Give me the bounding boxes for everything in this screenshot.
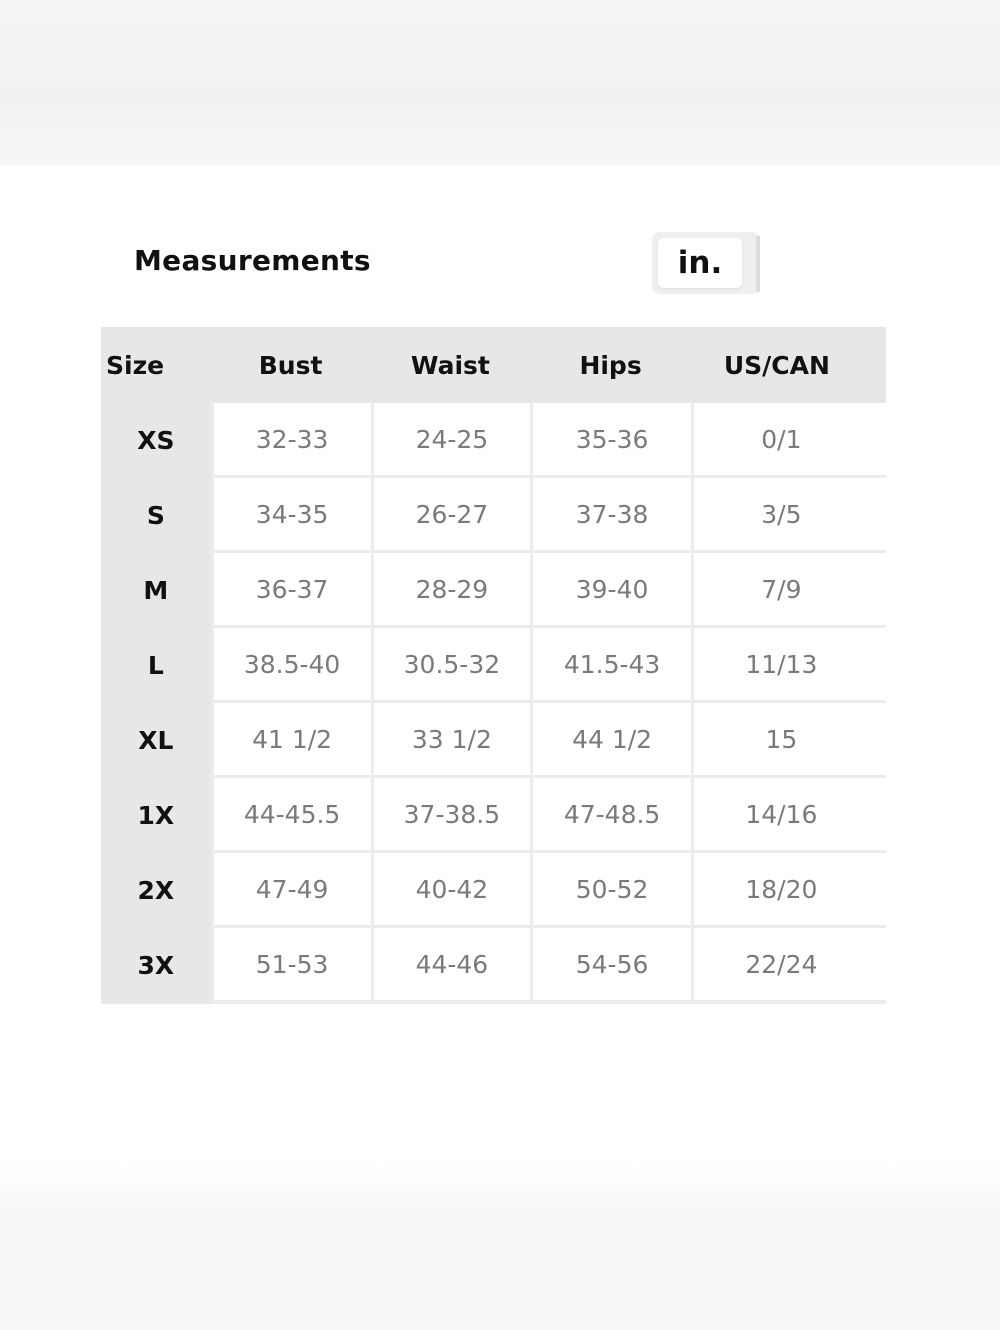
bottom-blur-backdrop [0,1160,1000,1330]
us-can-value: 15 [691,703,886,778]
hips-value: 37-38 [530,478,691,553]
bust-value: 34-35 [211,478,371,553]
waist-value: 30.5-32 [371,628,531,703]
waist-value: 40-42 [371,853,531,928]
us-can-value: 14/16 [691,778,886,853]
bust-value: 44-45.5 [211,778,371,853]
hips-value: 35-36 [530,403,691,478]
table-row [101,478,886,553]
column-header-bust: Bust [211,327,371,403]
bust-value: 41 1/2 [211,703,371,778]
waist-value: 33 1/2 [371,703,531,778]
row-size-label: 1X [101,778,211,853]
table-row [101,853,886,928]
us-can-value: 0/1 [691,403,886,478]
row-size-label: 2X [101,853,211,928]
hips-value: 41.5-43 [530,628,691,703]
bust-value: 47-49 [211,853,371,928]
waist-value: 26-27 [371,478,531,553]
waist-value: 37-38.5 [371,778,531,853]
row-size-label: M [101,553,211,628]
row-size-label: 3X [101,928,211,1003]
us-can-value: 7/9 [691,553,886,628]
us-can-value: 22/24 [691,928,886,1003]
column-header-size: Size [101,327,211,403]
column-header-waist: Waist [371,327,531,403]
table-row [101,553,886,628]
table-row [101,628,886,703]
table-row [101,778,886,853]
unit-toggle-divider [756,236,760,292]
hips-value: 44 1/2 [530,703,691,778]
hips-value: 50-52 [530,853,691,928]
us-can-value: 11/13 [691,628,886,703]
waist-value: 24-25 [371,403,531,478]
hips-value: 39-40 [530,553,691,628]
size-chart-table [101,327,886,1003]
table-row [101,403,886,478]
table-row [101,928,886,1003]
top-blur-backdrop [0,0,1000,165]
bust-value: 32-33 [211,403,371,478]
bust-value: 51-53 [211,928,371,1003]
bust-value: 38.5-40 [211,628,371,703]
us-can-value: 18/20 [691,853,886,928]
hips-value: 47-48.5 [530,778,691,853]
row-size-label: L [101,628,211,703]
row-size-label: XL [101,703,211,778]
hips-value: 54-56 [530,928,691,1003]
unit-toggle-inches-option[interactable]: in. [658,238,742,288]
row-size-label: S [101,478,211,553]
row-size-label: XS [101,403,211,478]
unit-toggle[interactable] [652,232,760,294]
column-header-hips: Hips [530,327,691,403]
us-can-value: 3/5 [691,478,886,553]
waist-value: 44-46 [371,928,531,1003]
bust-value: 36-37 [211,553,371,628]
table-row [101,703,886,778]
table-header-row [101,327,886,403]
waist-value: 28-29 [371,553,531,628]
column-header-us-can: US/CAN [691,327,886,403]
page-title: Measurements [134,244,371,277]
size-chart-table-container[interactable] [101,327,886,1004]
